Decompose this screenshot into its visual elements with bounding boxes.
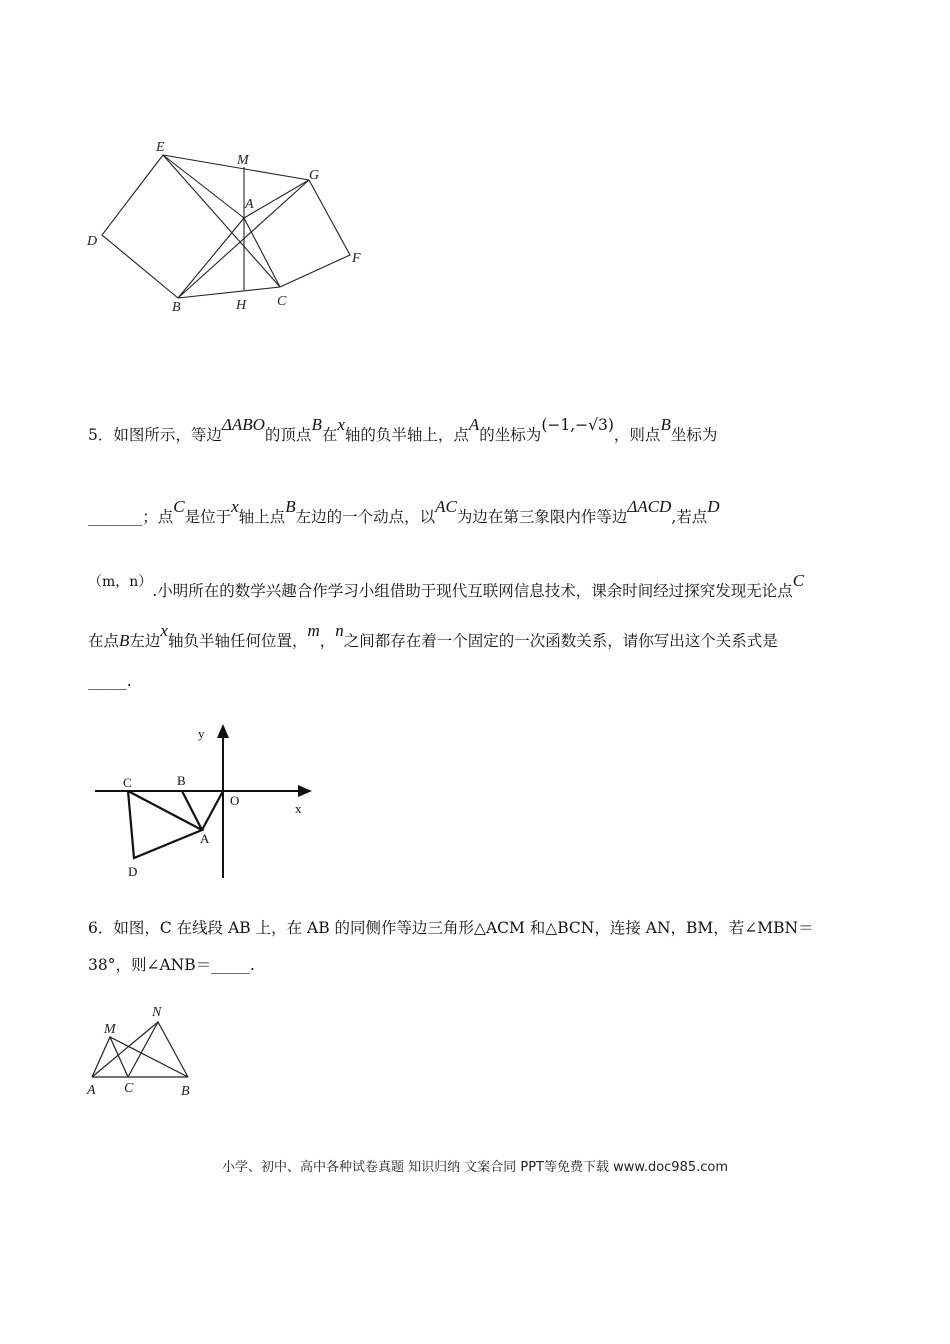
label-G: G [309, 168, 320, 183]
figure-axes [90, 718, 320, 888]
label-B: B [177, 773, 186, 788]
label-A: A [87, 1083, 96, 1098]
label-C: C [124, 1081, 134, 1096]
q5-line-2: _______；点C是位于x轴上点B左边的一个动点，以AC为边在第三象限内作等边ΔACD,若点D [88, 497, 720, 526]
label-M: M [237, 153, 249, 168]
page-footer: 小学、初中、高中各种试卷真题 知识归纳 文案合同 PPT等免费下载 www.doc985.com [221, 1160, 729, 1175]
q6-line-1: 6．如图，C 在线段 AB 上，在 AB 的同侧作等边三角形△ACM 和△BCN，连接 AN，BM，若∠MBN＝ [88, 919, 814, 937]
label-D: D [87, 234, 98, 249]
q5-line-1: 5．如图所示，等边ΔABO的顶点B在x轴的负半轴上，点A的坐标为(−1,−√3)，则点B坐标为 [88, 415, 718, 444]
label-H: H [236, 298, 247, 313]
figure-triangles [80, 1000, 210, 1100]
q5-line-5: _____. [88, 672, 132, 690]
label-N: N [152, 1005, 162, 1020]
q5-line-4: 在点B左边x轴负半轴任何位置，m，n之间都存在着一个固定的一次函数关系，请你写出这个关系式是 [88, 621, 778, 650]
axis-label-x: x [295, 801, 302, 816]
label-B: B [181, 1084, 190, 1099]
blank-answer-2: _____ [88, 672, 127, 690]
blank-answer-1: _______ [88, 508, 143, 526]
axis-label-y: y [198, 726, 205, 741]
label-A: A [245, 197, 254, 212]
label-C: C [123, 775, 132, 790]
label-B: B [172, 300, 181, 315]
label-M: M [104, 1022, 116, 1037]
label-C: C [277, 294, 287, 309]
label-A: A [200, 831, 210, 846]
label-O: O [230, 793, 240, 808]
q6-line-2: 38°，则∠ANB＝_____. [88, 956, 255, 974]
label-D: D [128, 864, 138, 879]
q5-line-3: （m，n）.小明所在的数学兴趣合作学习小组借助于现代互联网信息技术，课余时间经过探究发现无论点C [88, 571, 805, 600]
figure-squares [80, 135, 380, 320]
label-E: E [156, 140, 165, 155]
label-F: F [352, 251, 361, 266]
